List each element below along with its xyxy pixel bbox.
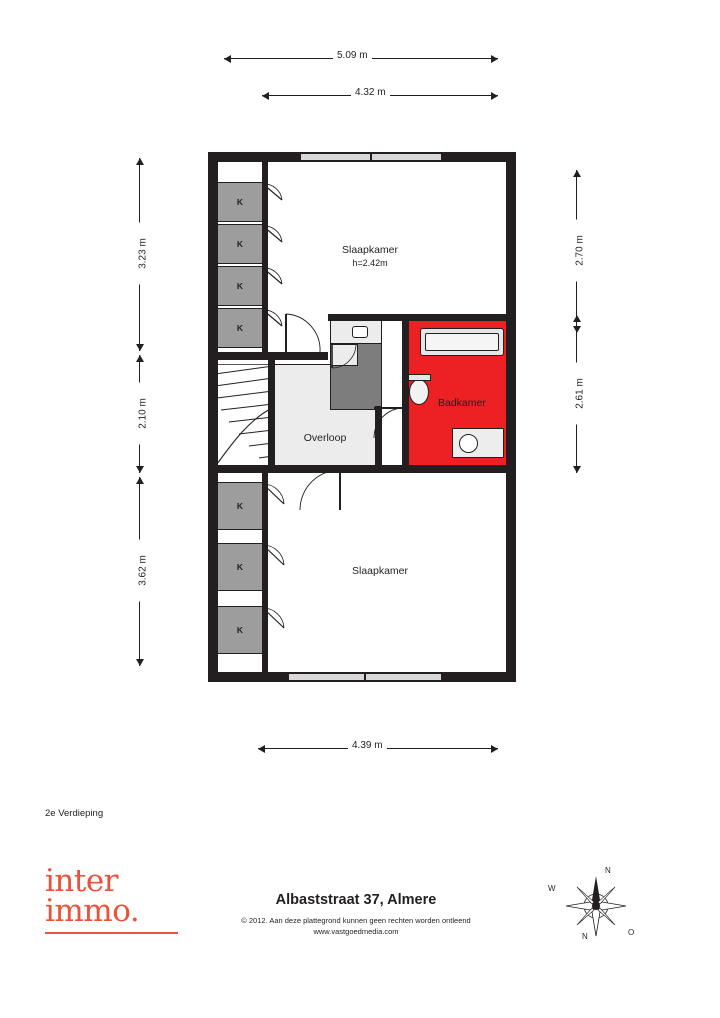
door-bedroom-top — [282, 312, 324, 356]
closet-label: K — [236, 197, 244, 207]
closet-top-4 — [217, 308, 263, 348]
copyright-notice — [146, 915, 566, 937]
closet-label: K — [236, 562, 244, 572]
compass-north-label: N — [605, 866, 611, 875]
dimension-label-top-outer: 5.09 m — [333, 50, 372, 61]
room-label-slaapkamer-top — [310, 244, 430, 268]
title-block — [146, 892, 566, 937]
property-address: Albaststraat 37, Almere — [275, 892, 437, 908]
room-label-overloop: Overloop — [303, 432, 347, 444]
closet-bottom-3 — [217, 606, 263, 654]
closet-label: K — [236, 625, 244, 635]
copyright-line-1: © 2012. Aan deze plattegrond kunnen geen rechten worden ontleend — [241, 916, 471, 925]
dimension-label-top-inner: 4.32 m — [351, 87, 390, 98]
company-logo — [45, 863, 140, 929]
washbasin-fixture — [459, 434, 478, 453]
compass-south-label: N — [582, 932, 588, 941]
compass-rose — [548, 866, 644, 944]
closet-doors-bottom — [262, 480, 292, 660]
wall-exterior-right — [506, 152, 516, 682]
wall-interior-stair-right — [268, 352, 275, 466]
door-bedroom-bottom — [296, 468, 344, 514]
website-url: www.vastgoedmedia.com — [313, 927, 399, 936]
room-height-top: h=2.42m — [352, 258, 388, 268]
dimension-label-left-top: 3.23 m — [138, 223, 149, 285]
floor-caption: 2e Verdieping — [45, 808, 104, 819]
wall-interior-bathroom-top — [328, 314, 508, 321]
door-bathroom — [372, 406, 408, 442]
compass-west-label: W — [548, 884, 556, 893]
closet-label: K — [236, 501, 244, 511]
room-label-slaapkamer-bottom: Slaapkamer — [351, 565, 409, 577]
dimension-label-right-bottom: 2.61 m — [575, 363, 586, 425]
logo-line-2: immo. — [45, 893, 140, 929]
closet-top-1 — [217, 182, 263, 222]
wall-interior-bathroom-left — [402, 314, 409, 472]
room-name-top: Slaapkamer — [341, 244, 399, 256]
compass-east-label: O — [628, 928, 635, 937]
window-top-mullion — [370, 153, 372, 161]
toilet-fixture — [409, 379, 429, 405]
bathtub-inner — [425, 333, 499, 351]
window-bottom-mullion — [364, 673, 366, 681]
dimension-label-right-top: 2.70 m — [575, 220, 586, 282]
door-wc — [330, 342, 360, 370]
dimension-label-left-mid: 2.10 m — [138, 383, 149, 445]
dimension-label-bottom: 4.39 m — [348, 740, 387, 751]
closet-bottom-1 — [217, 482, 263, 530]
wall-interior-lower-horizontal — [208, 465, 516, 473]
dimension-label-left-bottom: 3.62 m — [138, 540, 149, 602]
closet-top-3 — [217, 266, 263, 306]
closet-label: K — [236, 323, 244, 333]
wc-fixture — [352, 326, 368, 338]
closet-bottom-2 — [217, 543, 263, 591]
closet-top-2 — [217, 224, 263, 264]
closet-label: K — [236, 239, 244, 249]
staircase — [215, 364, 275, 466]
logo-line-1: inter — [45, 863, 119, 899]
room-label-badkamer: Badkamer — [438, 397, 486, 409]
closet-label: K — [236, 281, 244, 291]
toilet-cistern — [407, 374, 431, 381]
